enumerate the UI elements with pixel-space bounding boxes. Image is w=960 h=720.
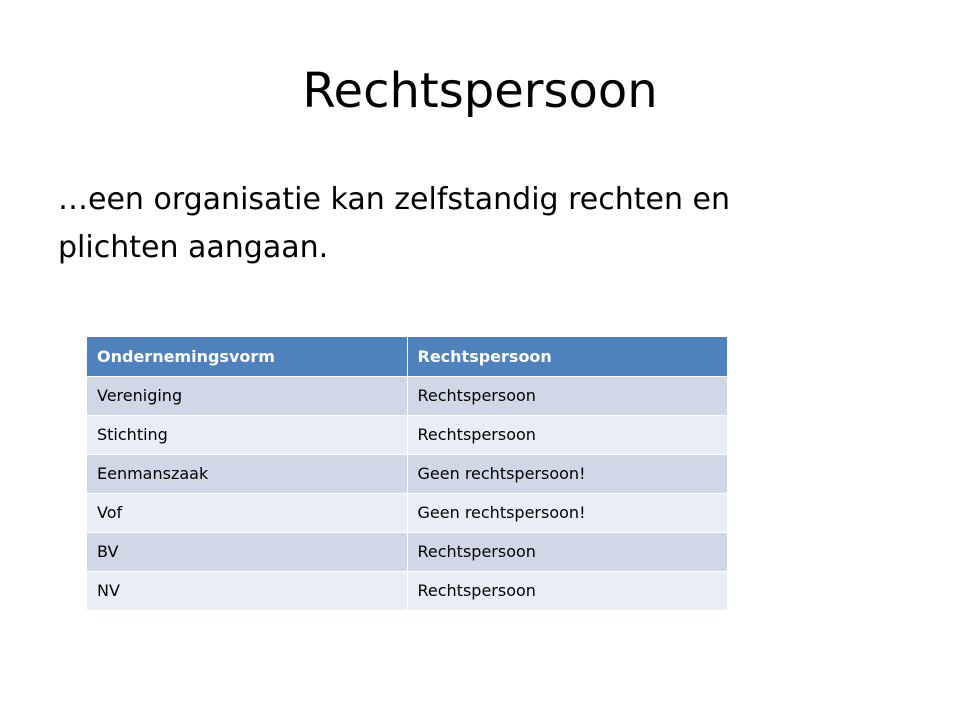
table-row [87, 415, 727, 454]
table-row [87, 493, 727, 532]
table-cell-vorm: Eenmanszaak [87, 454, 407, 493]
table-cell-status: Rechtspersoon [407, 571, 727, 610]
table-cell-status: Geen rechtspersoon! [407, 454, 727, 493]
table-row [87, 571, 727, 610]
table-cell-vorm: Vereniging [87, 376, 407, 415]
table-header-cell-rechtspersoon: Rechtspersoon [407, 337, 727, 376]
slide-body-text: …een organisatie kan zelfstandig rechten en plichten aangaan. [58, 182, 731, 265]
table-cell-vorm: Stichting [87, 415, 407, 454]
table-cell-status: Geen rechtspersoon! [407, 493, 727, 532]
table-row [87, 532, 727, 571]
table-cell-vorm: BV [87, 532, 407, 571]
table-cell-status: Rechtspersoon [407, 376, 727, 415]
table-header-row [87, 337, 727, 376]
table-cell-vorm: Vof [87, 493, 407, 532]
table-row [87, 454, 727, 493]
table-header-cell-ondernemingsvorm: Ondernemingsvorm [87, 337, 407, 376]
table-cell-status: Rechtspersoon [407, 415, 727, 454]
table-cell-vorm: NV [87, 571, 407, 610]
table-row [87, 376, 727, 415]
slide-title: Rechtspersoon [302, 63, 658, 119]
rechtsvorm-table [87, 337, 728, 611]
table-cell-status: Rechtspersoon [407, 532, 727, 571]
